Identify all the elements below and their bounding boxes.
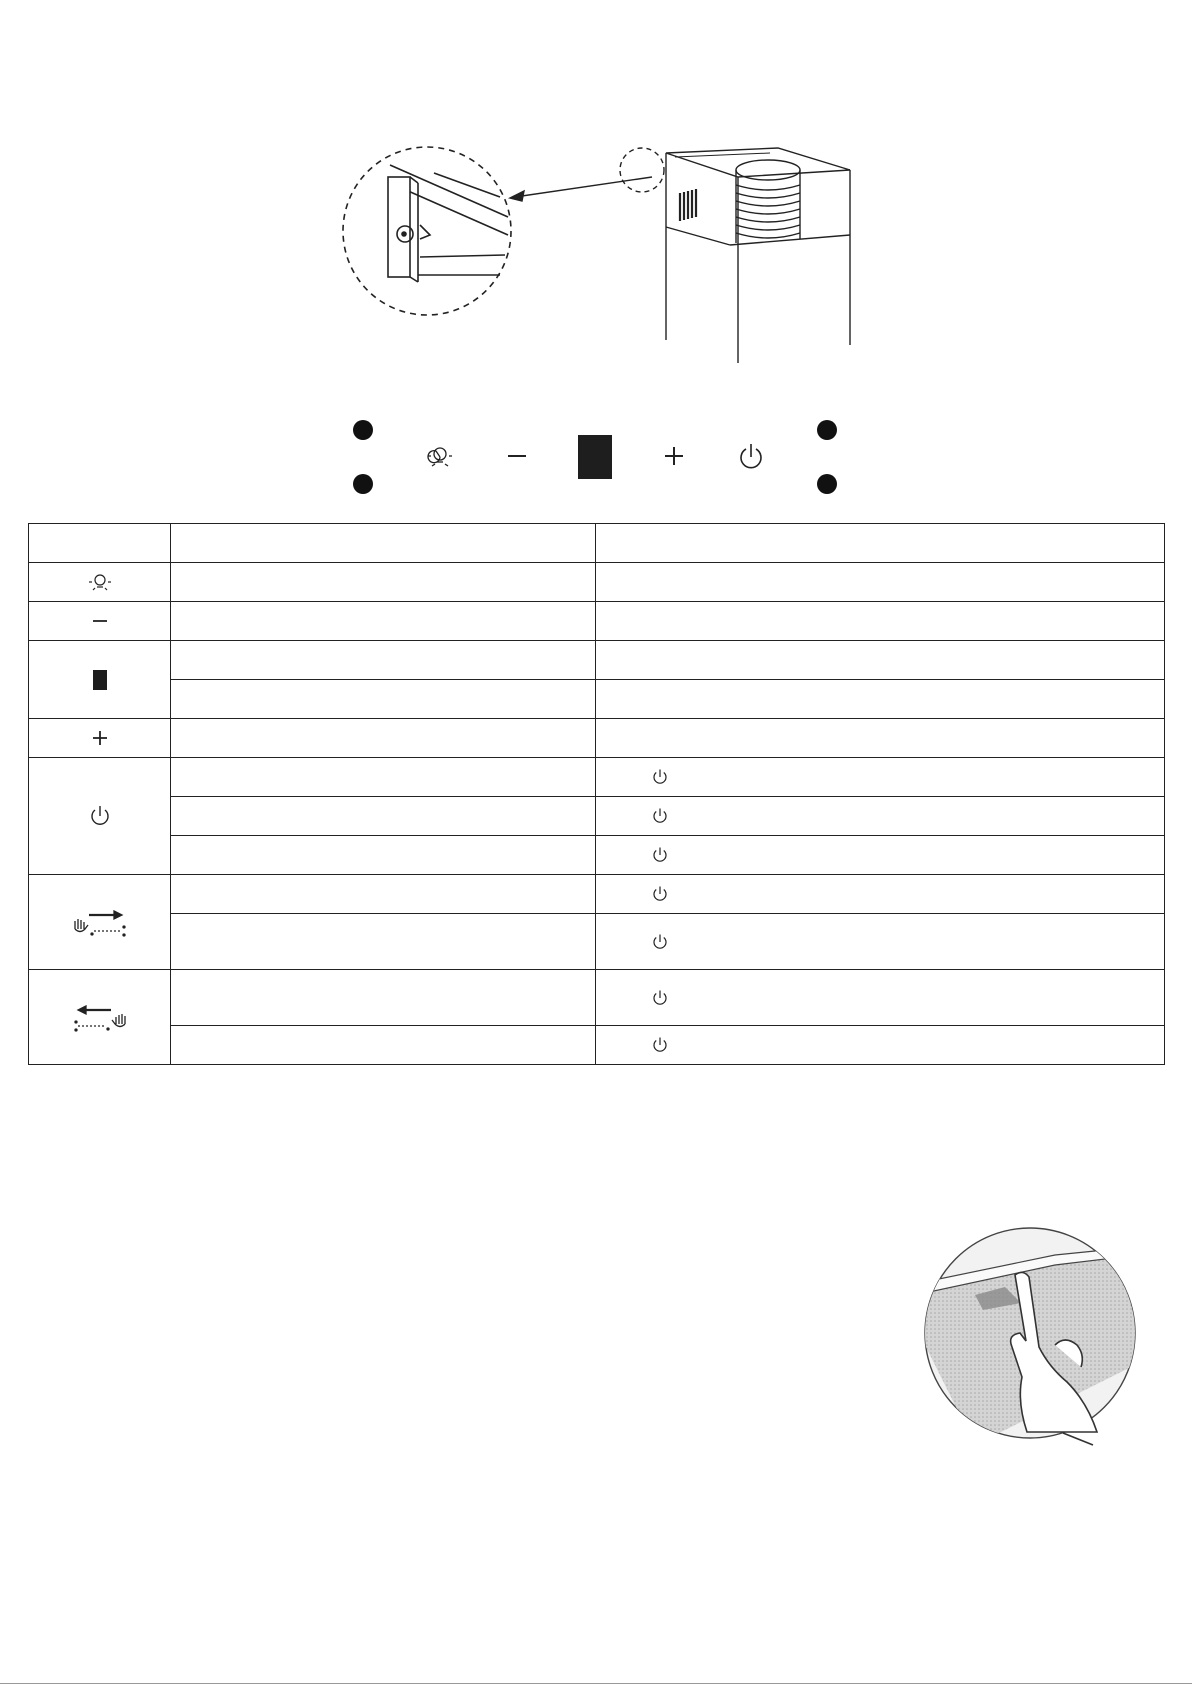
power-icon bbox=[651, 807, 669, 825]
detail-magnifier bbox=[343, 147, 511, 315]
table-row bbox=[29, 758, 1165, 797]
table-row bbox=[29, 719, 1165, 758]
table-row bbox=[29, 641, 1165, 680]
function-cell bbox=[171, 680, 596, 719]
power-icon bbox=[651, 846, 669, 864]
note-cell bbox=[596, 641, 1165, 680]
power-icon bbox=[651, 933, 669, 951]
display-icon bbox=[29, 641, 171, 719]
light-button[interactable] bbox=[428, 448, 452, 466]
function-table bbox=[28, 523, 1165, 1065]
filter-removal-illustration bbox=[905, 1215, 1155, 1465]
header-cell bbox=[29, 524, 171, 563]
plus-icon bbox=[29, 719, 171, 758]
function-cell bbox=[171, 970, 596, 1026]
function-cell bbox=[171, 641, 596, 680]
header-cell bbox=[171, 524, 596, 563]
minus-icon bbox=[29, 602, 171, 641]
note-cell bbox=[596, 680, 1165, 719]
note-cell bbox=[596, 797, 1165, 836]
gesture-left-icon bbox=[29, 970, 171, 1065]
power-icon bbox=[29, 758, 171, 875]
power-icon bbox=[651, 885, 669, 903]
note-cell bbox=[596, 563, 1165, 602]
table-header-row bbox=[29, 524, 1165, 563]
indicator-dot bbox=[353, 474, 373, 494]
function-cell bbox=[171, 1026, 596, 1065]
gesture-right-icon bbox=[29, 875, 171, 970]
indicator-dot bbox=[817, 474, 837, 494]
power-icon bbox=[651, 989, 669, 1007]
function-cell bbox=[171, 875, 596, 914]
function-cell bbox=[171, 563, 596, 602]
note-cell bbox=[596, 602, 1165, 641]
power-button[interactable] bbox=[741, 444, 761, 468]
note-cell bbox=[596, 1026, 1165, 1065]
note-cell bbox=[596, 914, 1165, 970]
function-cell bbox=[171, 758, 596, 797]
display-button[interactable] bbox=[578, 435, 612, 479]
light-icon bbox=[29, 563, 171, 602]
note-cell bbox=[596, 970, 1165, 1026]
note-cell bbox=[596, 875, 1165, 914]
power-icon bbox=[651, 768, 669, 786]
table-row bbox=[29, 970, 1165, 1026]
table-row bbox=[29, 875, 1165, 914]
plus-button[interactable] bbox=[665, 447, 683, 465]
power-icon bbox=[651, 1036, 669, 1054]
table-row bbox=[29, 1026, 1165, 1065]
hood-installation-diagram bbox=[330, 135, 870, 365]
note-cell bbox=[596, 758, 1165, 797]
table-row bbox=[29, 836, 1165, 875]
function-cell bbox=[171, 602, 596, 641]
page-bottom-rule bbox=[0, 1683, 1192, 1684]
table-row bbox=[29, 602, 1165, 641]
control-panel-diagram bbox=[340, 410, 840, 500]
note-cell bbox=[596, 836, 1165, 875]
note-cell bbox=[596, 719, 1165, 758]
function-cell bbox=[171, 914, 596, 970]
indicator-dot bbox=[353, 420, 373, 440]
table-row bbox=[29, 914, 1165, 970]
hood-column bbox=[620, 148, 850, 363]
indicator-dot bbox=[817, 420, 837, 440]
function-cell bbox=[171, 719, 596, 758]
function-cell bbox=[171, 836, 596, 875]
table-row bbox=[29, 797, 1165, 836]
table-row bbox=[29, 680, 1165, 719]
table-row bbox=[29, 563, 1165, 602]
function-cell bbox=[171, 797, 596, 836]
header-cell bbox=[596, 524, 1165, 563]
